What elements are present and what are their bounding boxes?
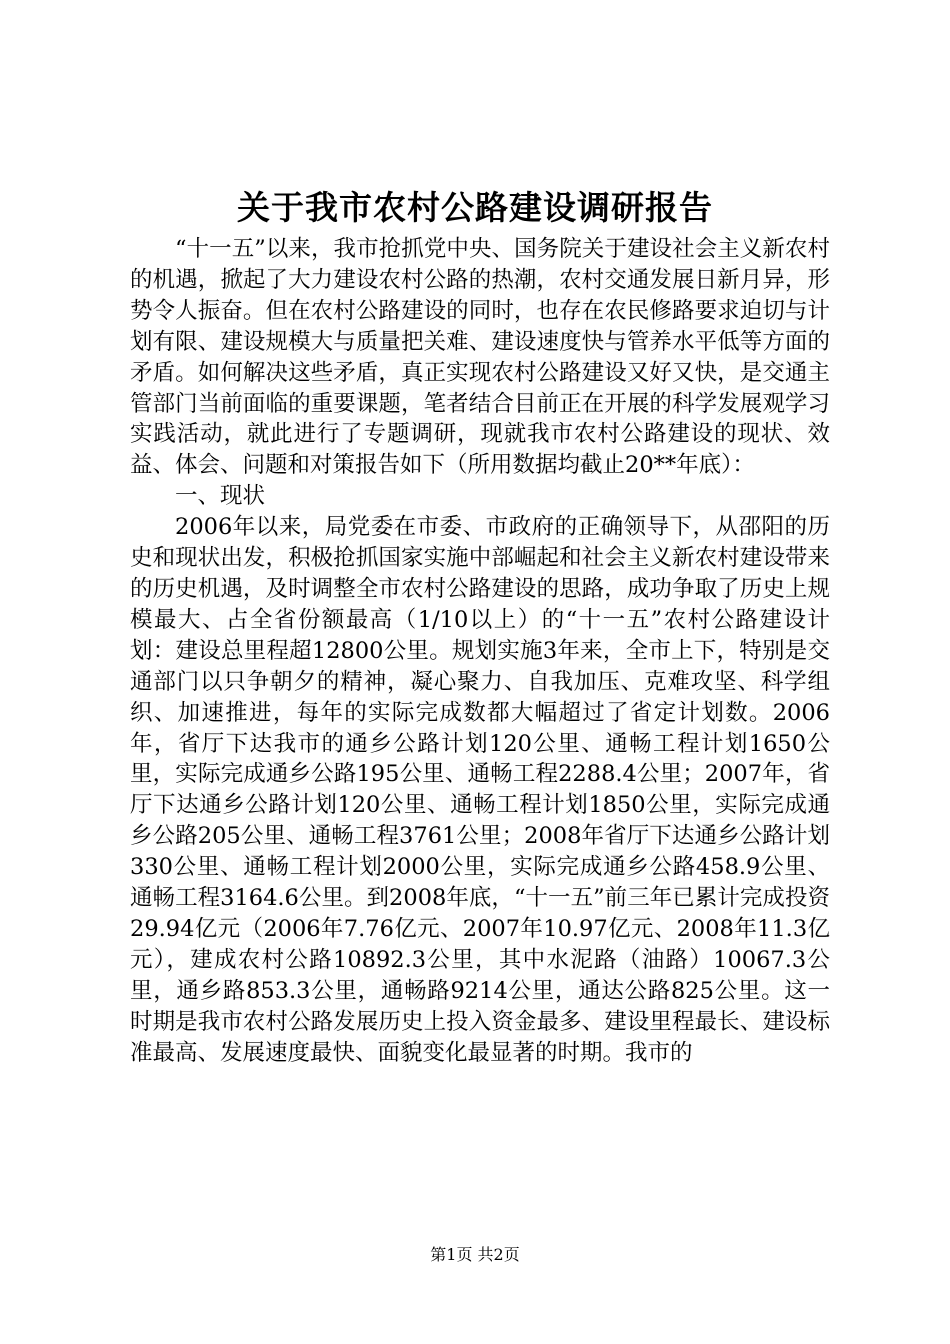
document-body [130,234,830,1068]
page-footer: 第1页 共2页 [430,1245,520,1264]
intro-paragraph: “十一五”以来，我市抢抓党中央、国务院关于建设社会主义新农村的机遇，掀起了大力建设农村公路的热潮，农村交通发展日新月异，形势令人振奋。但在农村公路建设的同时，也存在农民修路要求迫切与计划有限、建设规模大与质量把关难、建设速度快与管养水平低等方面的矛盾。如何解决这些矛盾，真正实现农村公路建设又好又快，是交通主管部门当前面临的重要课题，笔者结合目前正在开展的科学发展观学习实践活动，就此进行了专题调研，现就我市农村公路建设的现状、效益、体会、问题和对策报告如下（所用数据均截止20**年底）： [130,236,830,479]
section-heading: 一、现状 [175,483,266,510]
document-title: 关于我市农村公路建设调研报告 [237,188,713,227]
status-paragraph: 2006年以来，局党委在市委、市政府的正确领导下，从邵阳的历史和现状出发，积极抢抓国家实施中部崛起和社会主义新农村建设带来的历史机遇，及时调整全市农村公路建设的思路，成功争取了历史上规模最大、占全省份额最高（1/10以上）的“十一五”农村公路建设计划：建设总里程超12800公里。规划实施3年来，全市上下，特别是交通部门以只争朝夕的精神，凝心聚力、自我加压、克难攻坚、科学组织、加速推进，每年的实际完成数都大幅超过了省定计划数。2006年，省厅下达我市的通乡公路计划120公里、通畅工程计划1650公里，实际完成通乡公路195公里、通畅工程2288.4公里；2007年，省厅下达通乡公路计划120公里、通畅工程计划1850公里，实际完成通乡公路205公里、通畅工程3761公里；2008年省厅下达通乡公路计划330公里、通畅工程计划2000公里，实际完成通乡公路458.9公里、通畅工程3164.6公里。到2008年底，“十一五”前三年已累计完成投资29.94亿元（2006年7.76亿元、2007年10.97亿元、2008年11.3亿元），建成农村公路10892.3公里，其中水泥路（油路）10067.3公里，通乡路853.3公里，通畅路9214公里，通达公路825公里。这一时期是我市农村公路发展历史上投入资金最多、建设里程最长、建设标准最高、发展速度最快、面貌变化最显著的时期。我市的 [130,514,830,1066]
